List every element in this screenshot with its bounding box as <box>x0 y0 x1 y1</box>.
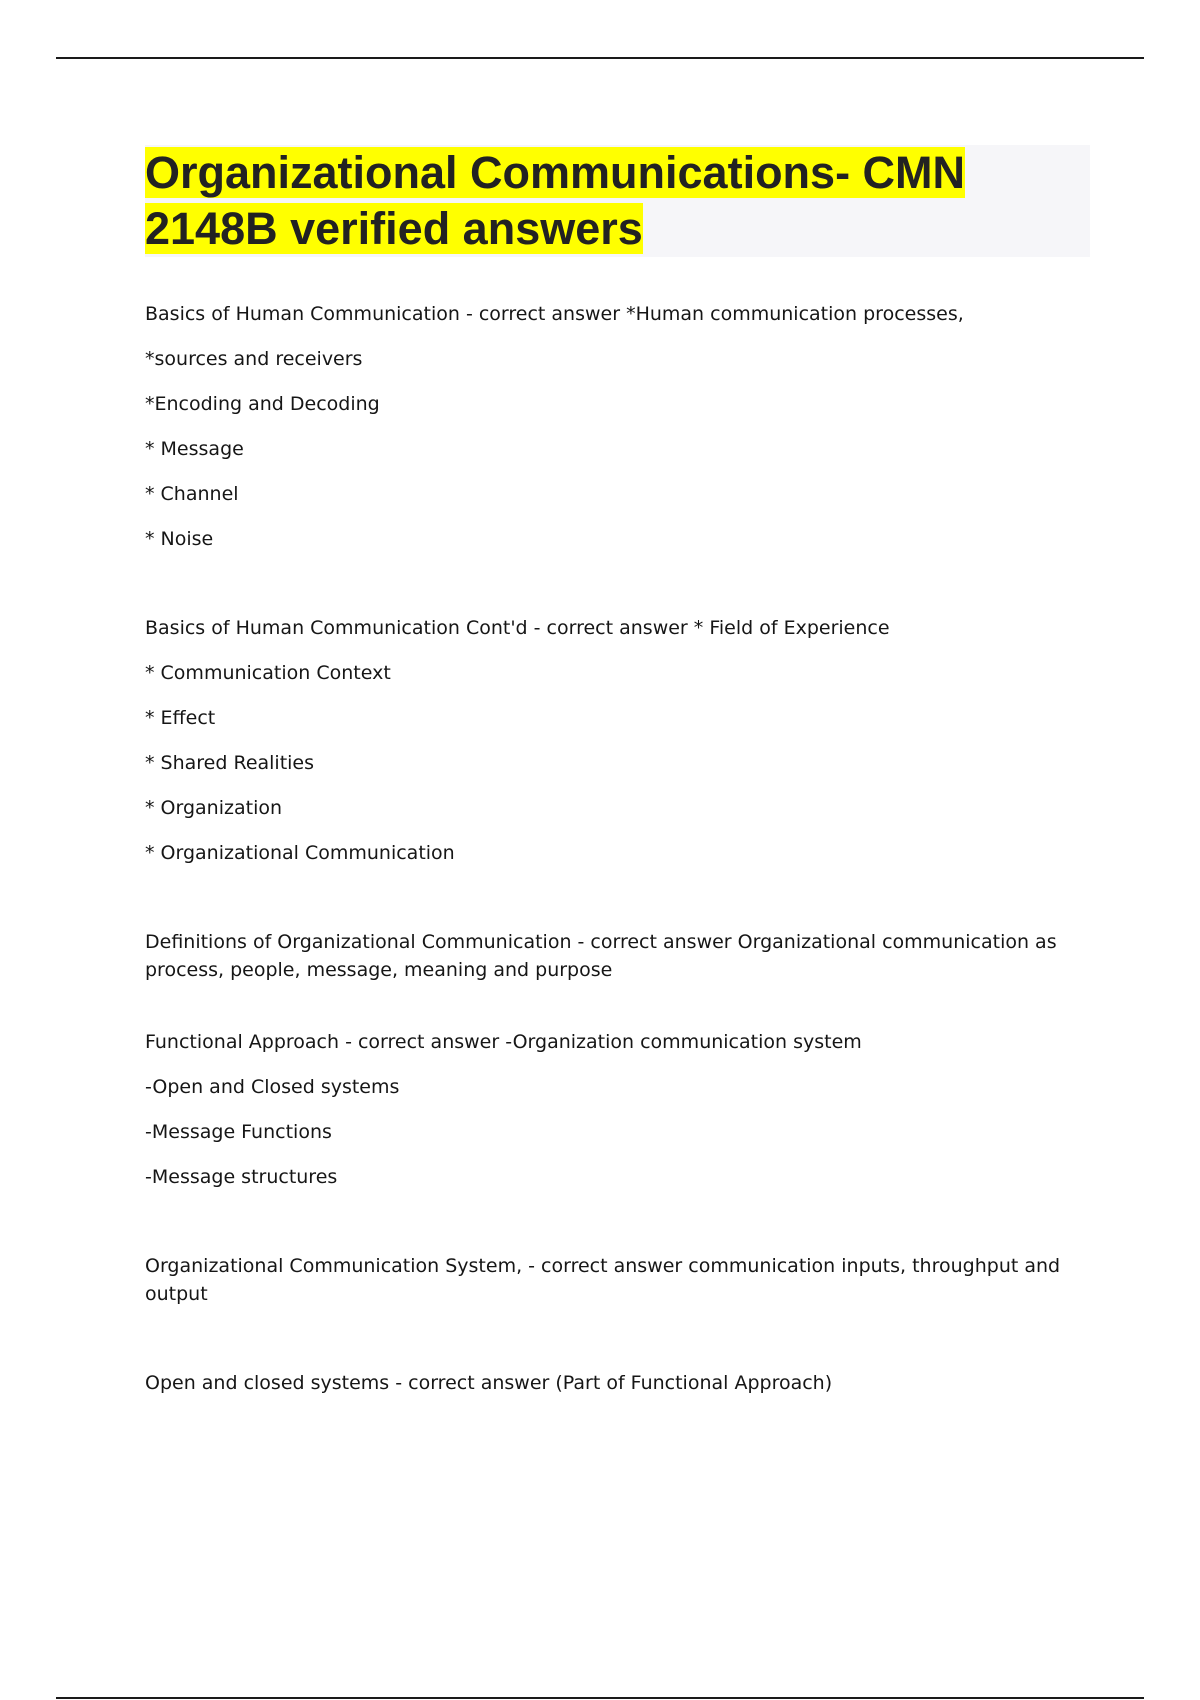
entry-line: * Message <box>145 438 244 460</box>
entry-line: Basics of Human Communication - correct answer *Human communication processes, <box>145 303 964 325</box>
title-line-1: Organizational Communications- CMN <box>145 147 966 198</box>
entry-line: * Noise <box>145 528 214 550</box>
entry-line: -Open and Closed systems <box>145 1076 400 1098</box>
document-title <box>145 145 1090 257</box>
qa-entry-human-communication-contd <box>145 614 1095 884</box>
qa-entry-communication-system <box>145 1252 1095 1325</box>
entry-line: Open and closed systems - correct answer (Part of Functional Approach) <box>145 1372 833 1394</box>
entry-line: -Message Functions <box>145 1121 332 1143</box>
qa-entry-open-closed-systems <box>145 1369 1095 1414</box>
qa-entry-definitions <box>145 928 1095 984</box>
entry-line: * Effect <box>145 707 216 729</box>
qa-entry-human-communication <box>145 300 1095 570</box>
entry-line: -Message structures <box>145 1166 338 1188</box>
entry-line: * Communication Context <box>145 662 391 684</box>
entry-line: * Channel <box>145 483 239 505</box>
entry-line: Basics of Human Communication Cont'd - correct answer * Field of Experience <box>145 617 890 639</box>
qa-entry-functional-approach <box>145 1028 1095 1208</box>
title-block <box>145 145 1090 257</box>
entry-line: Organizational Communication System, - correct answer communication inputs, throughput and output <box>145 1255 1061 1305</box>
entry-line: * Organizational Communication <box>145 842 455 864</box>
document-body <box>145 300 1095 1458</box>
title-line-2: 2148B verified answers <box>145 203 643 254</box>
footer-rule <box>56 1697 1144 1699</box>
entry-line: * Shared Realities <box>145 752 315 774</box>
entry-line: Definitions of Organizational Communication - correct answer Organizational communication as process, people, message, meaning and purpose <box>145 931 1057 981</box>
entry-line: *Encoding and Decoding <box>145 393 380 415</box>
entry-line: * Organization <box>145 797 283 819</box>
header-rule <box>56 57 1144 59</box>
entry-line: *sources and receivers <box>145 348 363 370</box>
entry-line: Functional Approach - correct answer -Organization communication system <box>145 1031 862 1053</box>
